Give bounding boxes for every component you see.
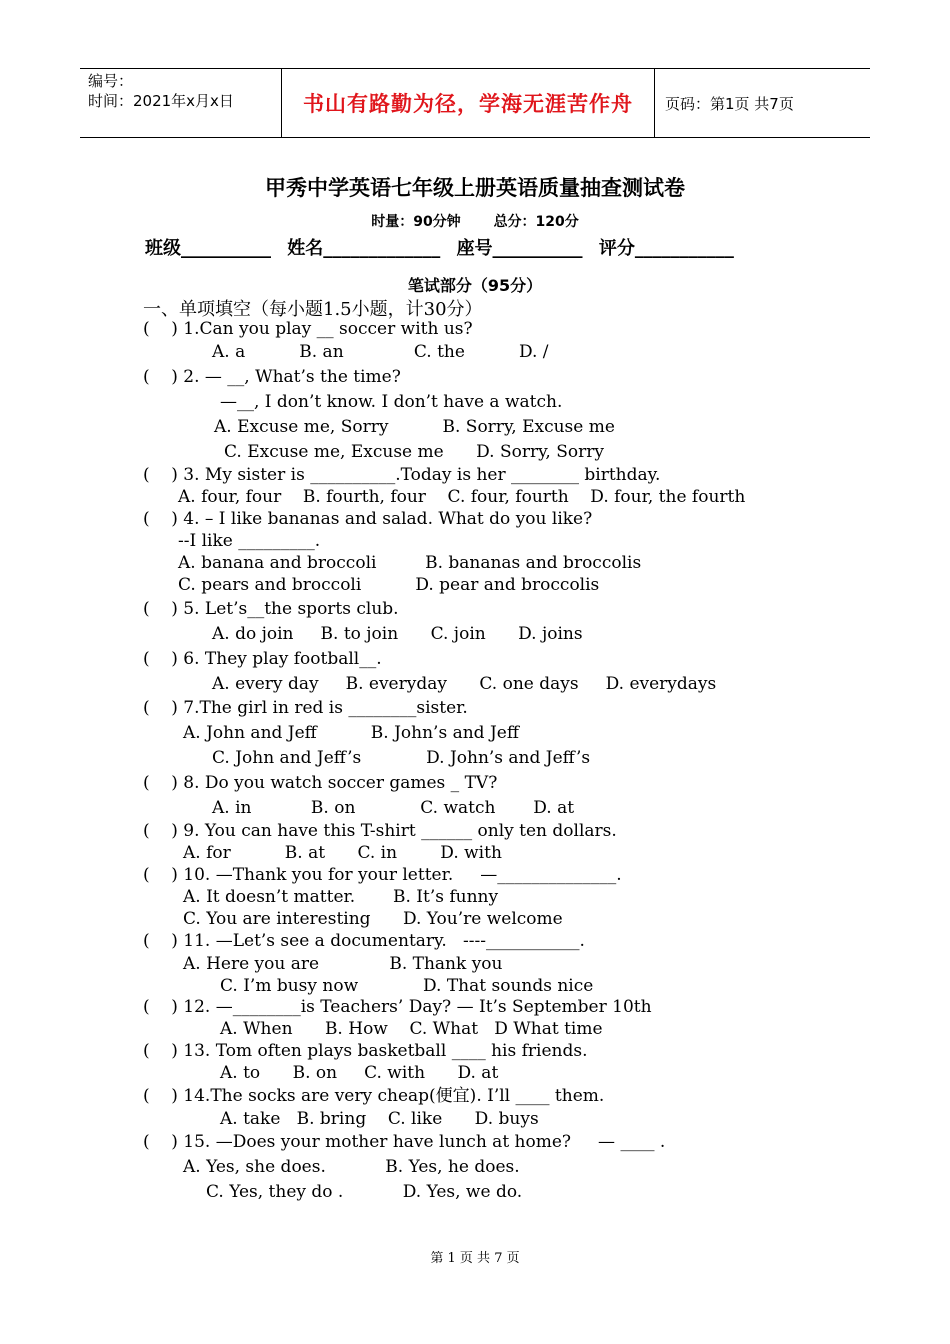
question-line: ( ) 6. They play football__. <box>143 649 382 669</box>
option-line: C. I’m busy now D. That sounds nice <box>220 976 594 996</box>
page-header <box>80 68 870 138</box>
question-line: ( ) 9. You can have this T-shirt ______ only ten dollars. <box>143 821 617 841</box>
question-line: ( ) 13. Tom often plays basketball ____ his friends. <box>143 1041 588 1061</box>
option-line: A. in B. on C. watch D. at <box>212 798 575 818</box>
header-meta <box>80 69 282 137</box>
doc-date-label: 时间：2021年x月x日 <box>88 92 234 110</box>
section-heading: 笔试部分（95分） <box>407 276 543 295</box>
header-motto-cell <box>282 69 655 137</box>
question-line: ( ) 4. – I like bananas and salad. What do you like? <box>143 509 593 529</box>
student-info-line <box>145 234 744 260</box>
question-line: --I like _________. <box>178 531 321 551</box>
question-line: —__, I don’t know. I don’t have a watch. <box>220 392 563 412</box>
exam-total-score: 总分：120分 <box>493 214 579 230</box>
question-line: ( ) 14.The socks are very cheap(便宜). I’ll ____ them. <box>143 1086 605 1106</box>
part-heading: 一、单项填空（每小题1.5小题，计30分） <box>143 299 483 320</box>
option-line: A. four, four B. fourth, four C. four, fourth D. four, the fourth <box>178 487 746 507</box>
exam-title: 甲秀中学英语七年级上册英语质量抽查测试卷 <box>265 176 685 200</box>
question-line: ( ) 3. My sister is __________.Today is her ________ birthday. <box>143 465 661 485</box>
option-line: A. It doesn’t matter. B. It’s funny <box>183 887 499 907</box>
option-line: C. You are interesting D. You’re welcome <box>183 909 563 929</box>
seat-field: 座号__________ <box>456 238 583 259</box>
question-line: ( ) 10. —Thank you for your letter. —______________. <box>143 865 622 885</box>
doc-number-label: 编号： <box>88 72 134 90</box>
option-line: A. banana and broccoli B. bananas and broccolis <box>178 553 642 573</box>
option-line: A. Here you are B. Thank you <box>183 954 503 974</box>
option-line: C. Yes, they do . D. Yes, we do. <box>206 1182 523 1202</box>
question-line: ( ) 7.The girl in red is ________sister. <box>143 698 468 718</box>
question-line: ( ) 5. Let’s__the sports club. <box>143 599 399 619</box>
header-page-label: 页码：第1页 共7页 <box>665 94 794 113</box>
option-line: C. John and Jeff’s D. John’s and Jeff’s <box>212 748 591 768</box>
option-line: C. Excuse me, Excuse me D. Sorry, Sorry <box>224 442 604 462</box>
page-footer: 第 1 页 共 7 页 <box>430 1251 520 1266</box>
option-line: A. John and Jeff B. John’s and Jeff <box>183 723 519 743</box>
question-line: ( ) 15. —Does your mother have lunch at home? — ____ . <box>143 1132 666 1152</box>
question-line: ( ) 8. Do you watch soccer games _ TV? <box>143 773 498 793</box>
question-line: ( ) 11. —Let’s see a documentary. ----___________. <box>143 931 585 951</box>
option-line: A. for B. at C. in D. with <box>183 843 502 863</box>
option-line: A. every day B. everyday C. one days D. everydays <box>212 674 717 694</box>
header-page-cell <box>655 69 870 137</box>
grade-field: 评分___________ <box>598 238 734 259</box>
option-line: A. do join B. to join C. join D. joins <box>212 624 583 644</box>
exam-duration: 时量：90分钟 <box>371 214 461 230</box>
exam-subtitle <box>0 211 950 231</box>
option-line: A. take B. bring C. like D. buys <box>220 1109 539 1129</box>
option-line: A. a B. an C. the D. / <box>212 342 549 362</box>
option-line: A. When B. How C. What D What time <box>220 1019 603 1039</box>
question-line: ( ) 2. — __, What’s the time? <box>143 367 401 387</box>
question-line: ( ) 1.Can you play __ soccer with us? <box>143 319 473 339</box>
option-line: A. Yes, she does. B. Yes, he does. <box>183 1157 520 1177</box>
name-field: 姓名_____________ <box>287 238 441 259</box>
option-line: C. pears and broccoli D. pear and broccolis <box>178 575 600 595</box>
option-line: A. to B. on C. with D. at <box>220 1063 499 1083</box>
option-line: A. Excuse me, Sorry B. Sorry, Excuse me <box>214 417 615 437</box>
class-field: 班级__________ <box>145 238 271 259</box>
question-line: ( ) 12. —________is Teachers’ Day? — It’s September 10th <box>143 997 652 1017</box>
header-motto: 书山有路勤为径，学海无涯苦作舟 <box>303 92 633 116</box>
